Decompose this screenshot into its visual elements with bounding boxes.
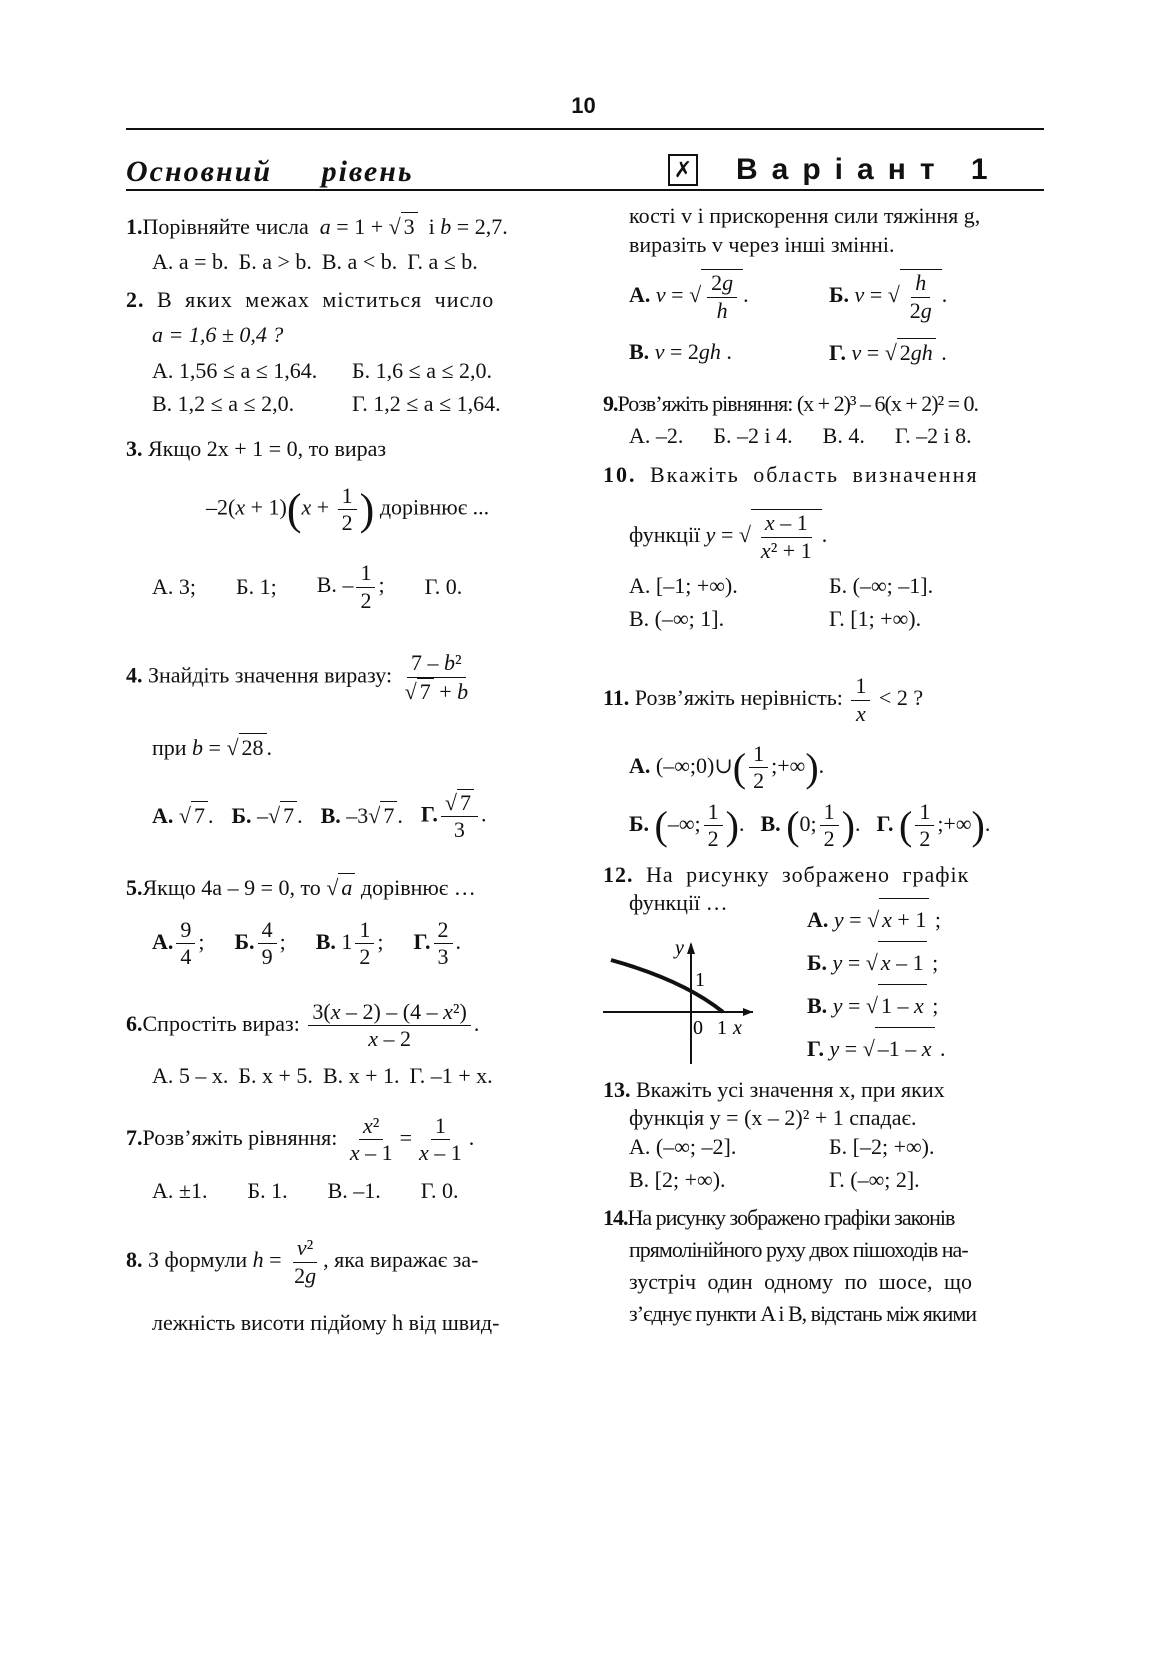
- question-7: 7.Розв’яжіть рівняння: $\frac{\text{x²}}{x - 1}$ = $\frac{1}{x - 1}$ . А. ±1. Б. 1. В. –1. Г. 0.: [126, 1113, 475, 1203]
- graph-zero: 0: [693, 1016, 703, 1039]
- checkbox-icon: ✗: [668, 154, 698, 186]
- question-13: 13. Вкажіть усі значення x, при яких функція y = (x – 2)² + 1 спадає. А. (–∞; –2]. Б. [–2; +∞). В. [2; +∞). Г. (–∞; 2].: [603, 1076, 945, 1192]
- question-8: 8. З формули h = $\frac{\text{v²}}{2g}$ , яка виражає за- лежність висоти підйому h від швид-: [126, 1235, 500, 1336]
- question-4: 4. Знайдіть значення виразу: $\frac{\text{7 – b²}}{√ 7 + b}$ при b = √ 28 . А. √ 7 . Б. –√ 7 . В. –3√ 7 . Г. $\frac{√ 7}{3}$ .: [126, 650, 487, 842]
- question-10: 10. Вкажіть область визначення функції y = √ $\frac{x - 1}{\text{x² + 1}}$ . А. [–1; +∞). Б. (–∞; –1]. В. (–∞; 1]. Г. [1; +∞).: [603, 461, 979, 631]
- header-rule: [126, 189, 1044, 191]
- function-graph: [603, 924, 793, 1064]
- question-12: 12. На рисунку зображено графік функції … y 1 0 1 x А. y = √ x + 1 ; Б. y = √ x – 1 ; В. y = √ 1 – x ; Г. y = √ –1 – x .: [603, 861, 1044, 1070]
- question-11: 11. Розв’яжіть нерівність: $\frac{1}{x}$ < 2 ? А. (–∞;0)∪( $\frac{1}{2}$ ;+∞). Б. (–∞; $\frac{1}{2}$ ). В. (0; $\frac{1}{2}$ ). Г. ( $\frac{1}{2}$ ;+∞).: [603, 673, 991, 852]
- question-6: 6.Спростіть вираз: $\frac{\text{3(x – 2) – (4 – x²)}}{x - 2}$ . А. 5 – x. Б. x + 5. В. x + 1. Г. –1 + x.: [126, 998, 493, 1089]
- question-3: 3. Якщо 2x + 1 = 0, то вираз –2(x + 1)(x + $\frac{1}{2}$ ) дорівнює ... А. 3; Б. 1; В. – $\frac{1}{2}$ ; Г. 0.: [126, 435, 490, 613]
- top-rule: [126, 128, 1044, 130]
- question-8-continued: кості v і прискорення сили тяжіння g, виразіть v через інші змінні. А. v = √ $\frac{2g}{h}$ . Б. v = √ $\frac{h}{2g}$ . В. v = 2gh . Г. v = √ 2gh .: [603, 202, 1044, 368]
- graph-one-x: 1: [717, 1016, 727, 1039]
- question-5: 5.Якщо 4a – 9 = 0, то √ a дорівнює … А. $\frac{9}{4}$ ; Б. $\frac{4}{9}$ ; В. 1 $\frac{1}{2}$ ; Г. $\frac{2}{3}$ .: [126, 875, 476, 970]
- variant-header: [668, 150, 1002, 189]
- graph-x-label: x: [733, 1016, 742, 1039]
- page-number: 10: [571, 93, 596, 118]
- graph-curve: [611, 960, 723, 1012]
- x-axis-arrow-icon: [743, 1008, 753, 1016]
- question-1: 1.Порівняйте числа a = 1 + √ 3 і b = 2,7. А. a = b. Б. a > b. В. a < b. Г. a ≤ b.: [126, 214, 508, 274]
- graph-y-label: y: [675, 936, 684, 959]
- question-9: 9.Розв’яжіть рівняння: (x + 2)³ – 6(x + 2)² = 0. А. –2. Б. –2 і 4. В. 4. Г. –2 і 8.: [603, 390, 979, 449]
- variant-title: Варіант 1: [736, 153, 1002, 186]
- left-column: [126, 212, 566, 1338]
- y-axis-arrow-icon: [687, 942, 695, 954]
- question-14: 14.На рисунку зображено графіки законів прямолінійного руху двох пішоходів на- зустріч один одному по шосе, що з’єднує пункти A і B, відстань між якими: [603, 1205, 977, 1326]
- q12-options: А. y = √ x + 1 ; Б. y = √ x – 1 ; В. y = √ 1 – x ; Г. y = √ –1 – x .: [807, 898, 946, 1070]
- right-column: [603, 202, 1044, 1330]
- graph-one-y: 1: [695, 968, 705, 991]
- level-title: Основний рівень: [126, 155, 414, 188]
- question-2: 2. В яких межах міститься число a = 1,6 ± 0,4 ? А. 1,56 ≤ a ≤ 1,64. Б. 1,6 ≤ a ≤ 2,0. В. 1,2 ≤ a ≤ 2,0. Г. 1,2 ≤ a ≤ 1,64.: [126, 287, 501, 416]
